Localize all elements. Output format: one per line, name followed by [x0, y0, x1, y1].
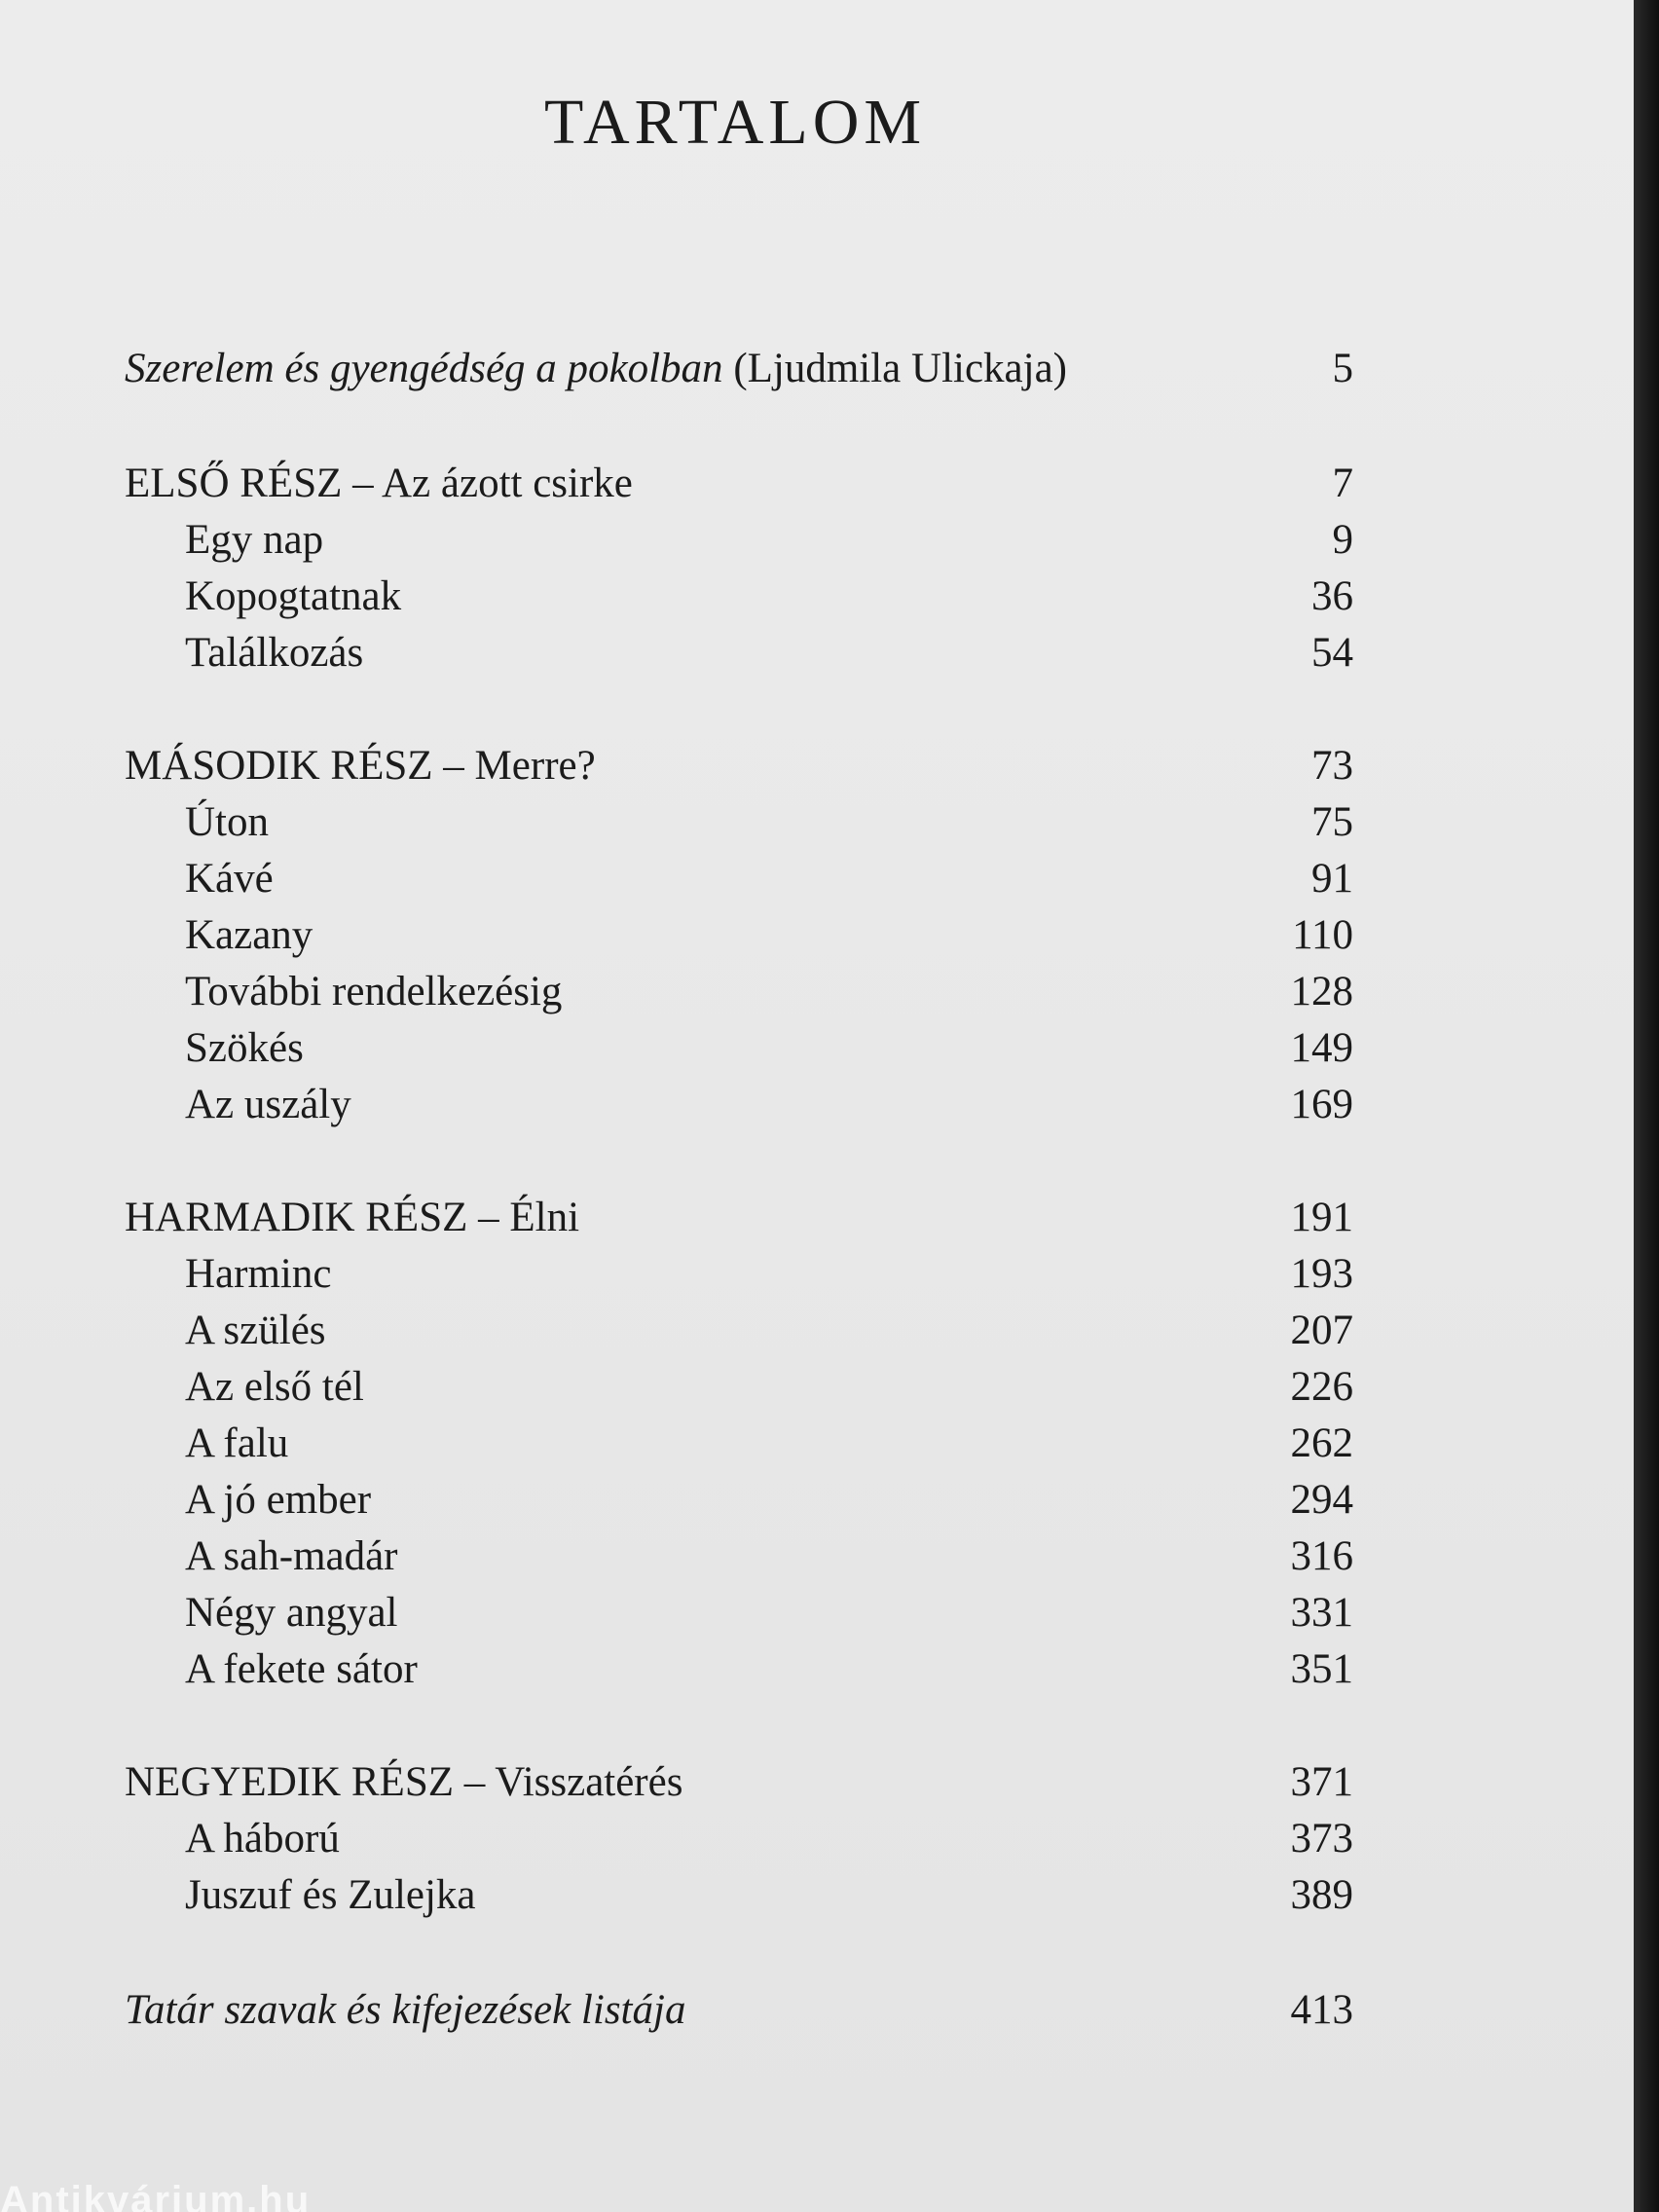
page-number: 262 — [1290, 1420, 1353, 1466]
toc-chapter — [125, 625, 1353, 682]
chapter-title: Kopogtatnak — [185, 573, 402, 619]
toc-chapter — [125, 964, 1353, 1020]
part-heading-text: MÁSODIK RÉSZ – Merre? — [125, 743, 596, 789]
page-number: 36 — [1311, 573, 1353, 619]
page-number: 169 — [1290, 1082, 1353, 1127]
toc-chapter — [125, 907, 1353, 964]
page-number: 331 — [1290, 1590, 1353, 1636]
chapter-title: Kazany — [185, 912, 313, 958]
chapter-title: A fekete sátor — [185, 1646, 418, 1692]
toc-part-heading — [125, 1754, 1353, 1811]
chapter-title: Egy nap — [185, 517, 324, 563]
chapter-title: Úton — [185, 799, 269, 845]
toc-chapter — [125, 1416, 1353, 1472]
toc-chapter — [125, 1641, 1353, 1698]
chapter-title: Kávé — [185, 856, 274, 902]
toc-chapter — [125, 569, 1353, 625]
page-number: 389 — [1290, 1872, 1353, 1918]
intro-title: Szerelem és gyengédség a pokolban — [125, 346, 723, 391]
chapter-title: További rendelkezésig — [185, 969, 563, 1014]
page-number: 110 — [1292, 912, 1353, 958]
toc-entry-intro — [125, 341, 1353, 397]
chapter-title: A szülés — [185, 1308, 326, 1353]
page-number: 73 — [1311, 743, 1353, 789]
chapter-title: Juszuf és Zulejka — [185, 1872, 476, 1918]
page-number: 91 — [1311, 856, 1353, 902]
chapter-title: Szökés — [185, 1025, 304, 1071]
part-heading-text: ELSŐ RÉSZ – Az ázott csirke — [125, 461, 633, 506]
toc-chapter — [125, 1585, 1353, 1641]
page-number: 294 — [1290, 1477, 1353, 1523]
toc-part-heading — [125, 456, 1353, 512]
page-number: 191 — [1290, 1195, 1353, 1240]
toc-chapter — [125, 1359, 1353, 1416]
chapter-title: A jó ember — [185, 1477, 372, 1523]
spacer — [125, 1924, 1353, 1982]
chapter-title: A sah-madár — [185, 1533, 398, 1579]
toc-chapter — [125, 794, 1353, 851]
spacer — [125, 397, 1353, 456]
chapter-title: A falu — [185, 1420, 289, 1466]
page-number: 54 — [1311, 630, 1353, 676]
part-heading-text: NEGYEDIK RÉSZ – Visszatérés — [125, 1759, 683, 1805]
spacer — [125, 1698, 1353, 1754]
page-number: 9 — [1332, 517, 1353, 563]
page-number: 316 — [1290, 1533, 1353, 1579]
chapter-title: A háború — [185, 1816, 340, 1862]
page-number: 193 — [1290, 1251, 1353, 1297]
page-number: 373 — [1290, 1816, 1353, 1862]
toc-chapter — [125, 1246, 1353, 1303]
toc-chapter — [125, 1020, 1353, 1077]
page-number: 128 — [1290, 969, 1353, 1014]
chapter-title: Az uszály — [185, 1082, 351, 1127]
page-number: 413 — [1290, 1987, 1353, 2033]
toc-entry-appendix — [125, 1982, 1353, 2039]
toc-chapter — [125, 1303, 1353, 1359]
chapter-title: Négy angyal — [185, 1590, 398, 1636]
toc-part-heading — [125, 738, 1353, 794]
appendix-title: Tatár szavak és kifejezések listája — [125, 1987, 686, 2033]
page-number: 5 — [1332, 346, 1353, 391]
chapter-title: Találkozás — [185, 630, 364, 676]
page-number: 351 — [1290, 1646, 1353, 1692]
chapter-title: Az első tél — [185, 1364, 364, 1410]
table-of-contents — [125, 341, 1353, 2039]
toc-chapter — [125, 1529, 1353, 1585]
toc-chapter — [125, 851, 1353, 907]
watermark-text: Antikvárium.hu — [0, 2179, 312, 2212]
toc-chapter — [125, 512, 1353, 569]
page-number: 207 — [1290, 1308, 1353, 1353]
page-title: TARTALOM — [543, 87, 927, 158]
chapter-title: Harminc — [185, 1251, 332, 1297]
page-edge-shadow — [1634, 0, 1659, 2212]
toc-chapter — [125, 1867, 1353, 1924]
page-number: 75 — [1311, 799, 1353, 845]
page-number: 371 — [1290, 1759, 1353, 1805]
page-number: 7 — [1332, 461, 1353, 506]
spacer — [125, 1133, 1353, 1190]
page-number: 226 — [1290, 1364, 1353, 1410]
toc-chapter — [125, 1077, 1353, 1133]
toc-part-heading — [125, 1190, 1353, 1246]
spacer — [125, 682, 1353, 738]
page-number: 149 — [1290, 1025, 1353, 1071]
toc-chapter — [125, 1472, 1353, 1529]
part-heading-text: HARMADIK RÉSZ – Élni — [125, 1195, 580, 1240]
toc-chapter — [125, 1811, 1353, 1867]
intro-author: (Ljudmila Ulickaja) — [733, 346, 1067, 391]
